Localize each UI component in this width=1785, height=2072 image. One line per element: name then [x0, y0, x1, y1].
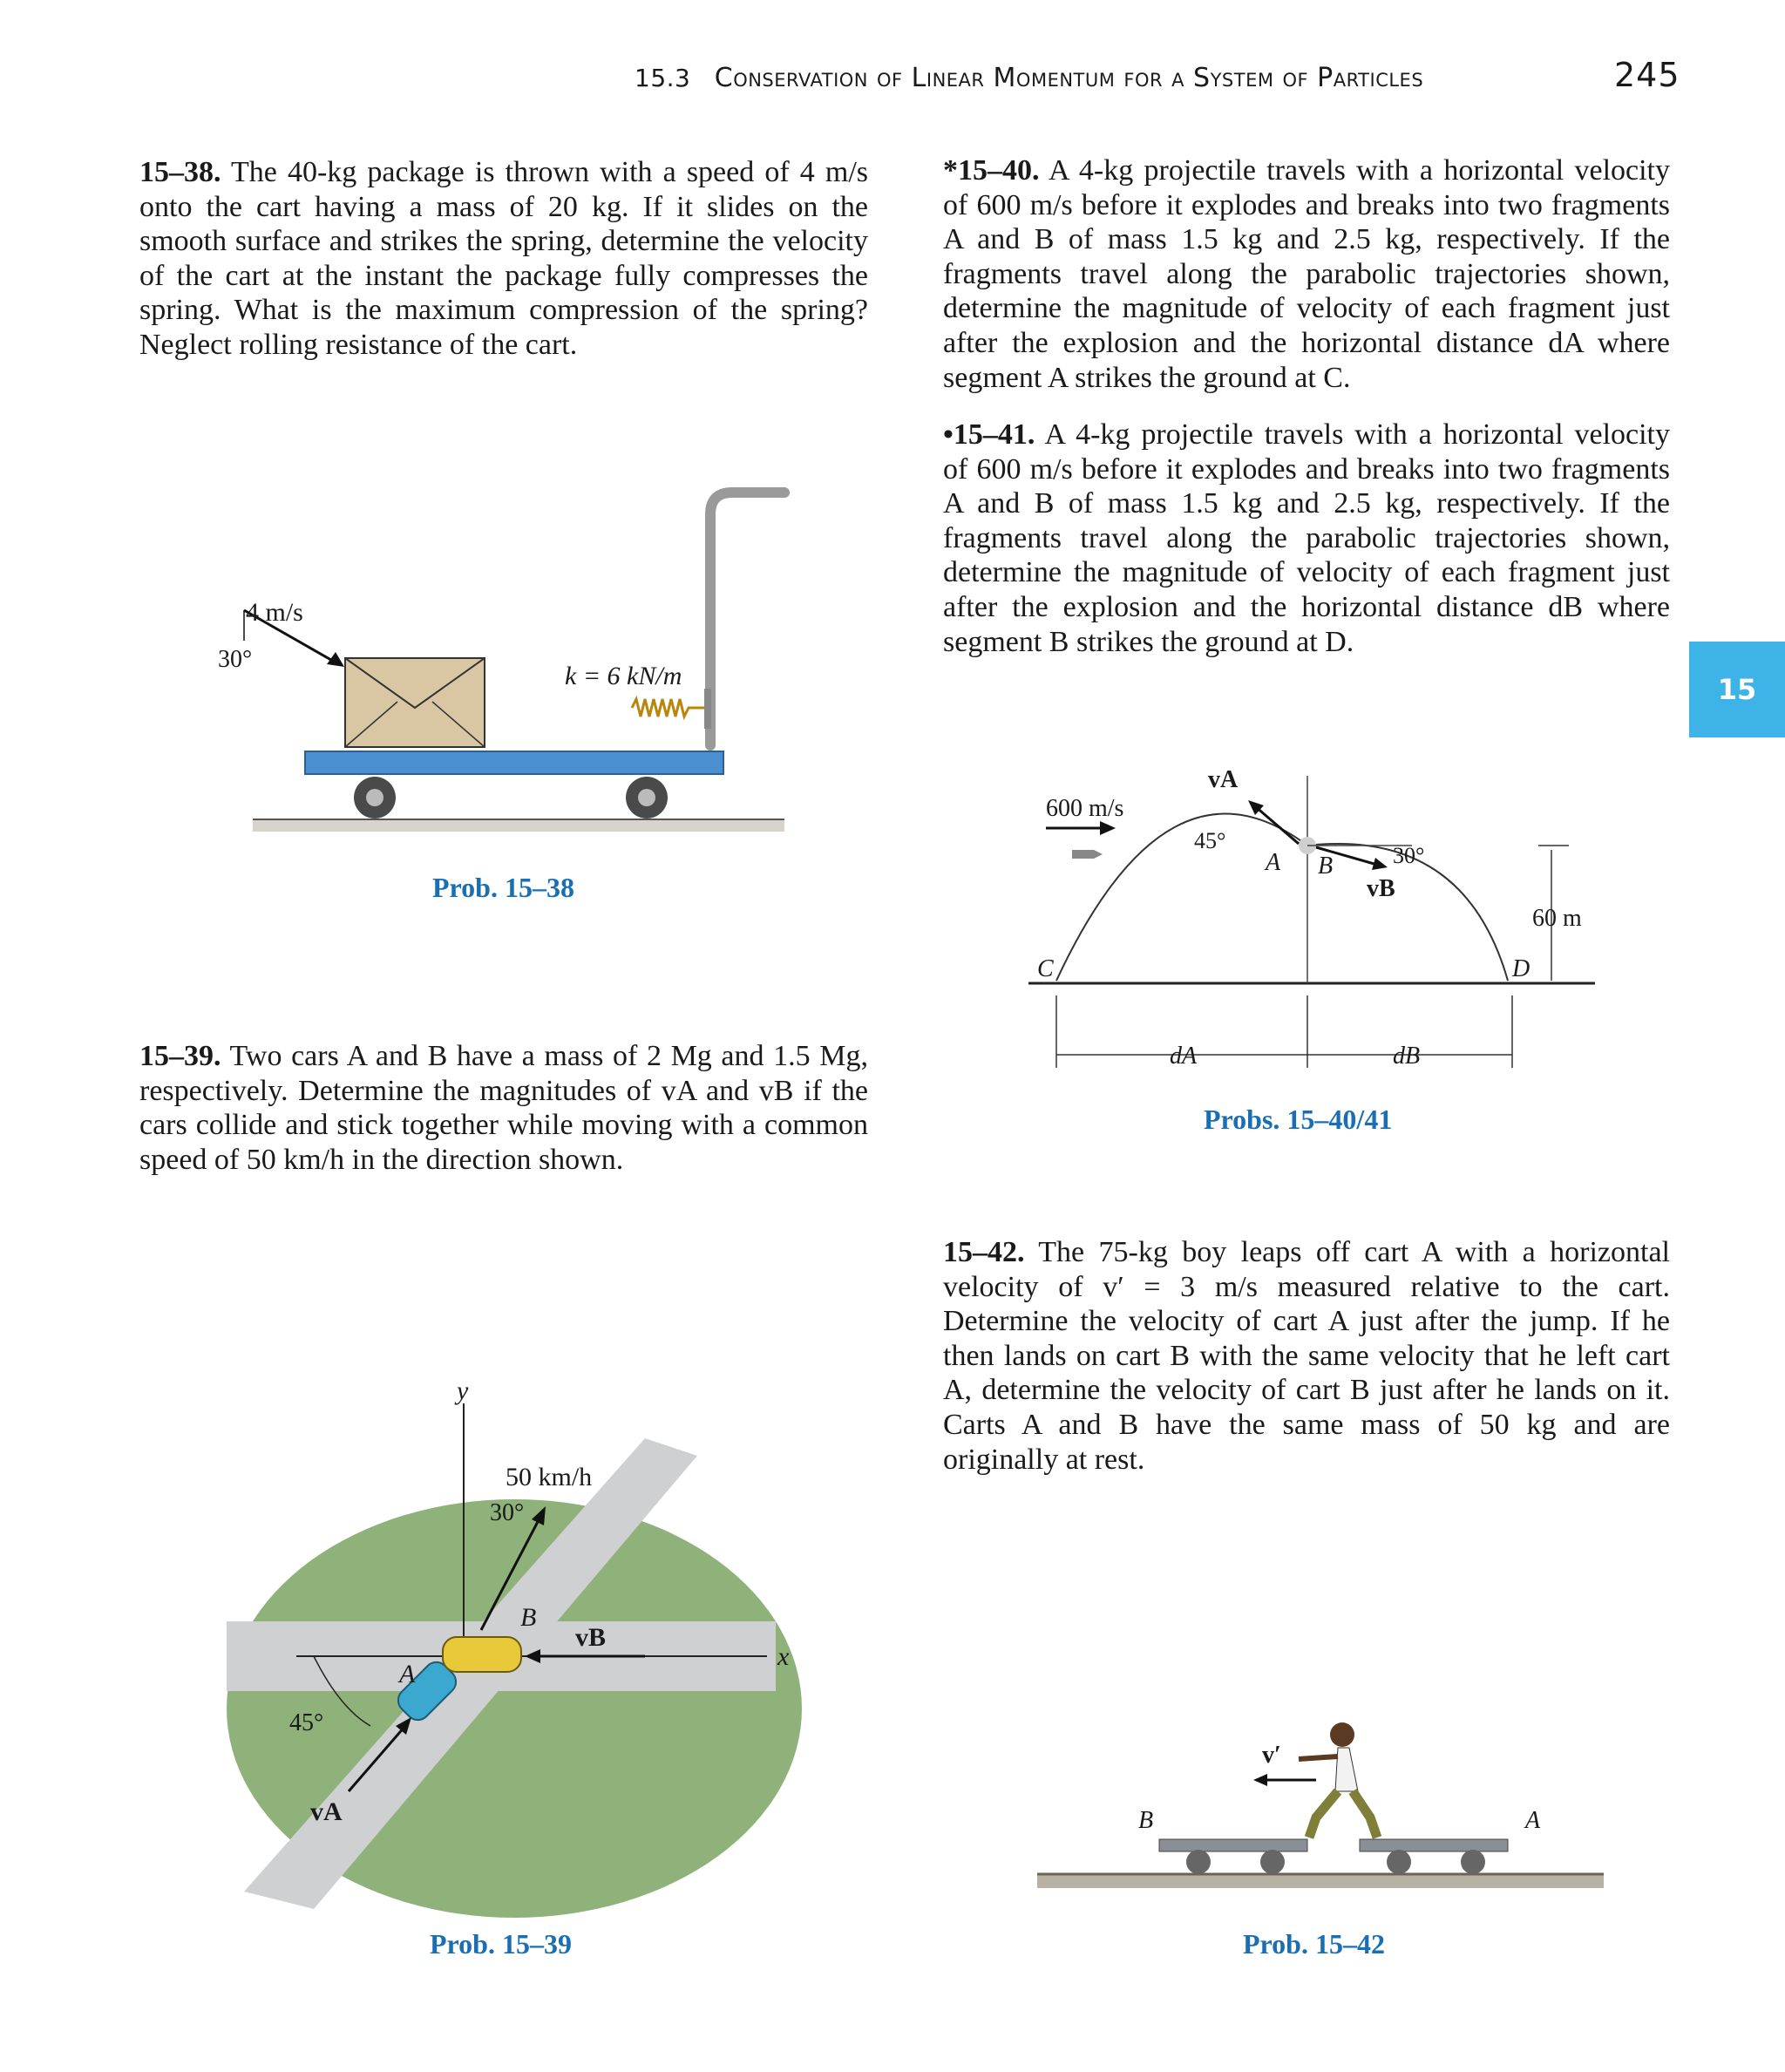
- cart-a-label: A: [1525, 1807, 1541, 1834]
- problem-number: •15–41.: [943, 418, 1035, 451]
- speed-label: 4 m/s: [246, 598, 303, 627]
- section-title: Conservation of Linear Momentum for a System of Particles: [714, 63, 1424, 93]
- va-label: vA: [1208, 766, 1239, 793]
- figure-15-39: [209, 1369, 837, 1909]
- ground: [253, 819, 784, 832]
- page-number: 245: [1614, 56, 1680, 94]
- angle-30-label: 30°: [1393, 843, 1425, 868]
- car-b: [443, 1637, 521, 1672]
- cart-handle: [710, 493, 784, 745]
- caption-15-39: Prob. 15–39: [430, 1928, 572, 1960]
- problem-text: Two cars A and B have a mass of 2 Mg and 1.5 Mg, respectively. Determine the magnitudes of vA and vB if the cars collide and stick together while moving with a common speed of 50 km/h in the direction shown.: [139, 1040, 868, 1176]
- wheel: [354, 777, 396, 819]
- cart-platform: [305, 751, 723, 774]
- fragment-b-label: B: [1318, 853, 1334, 880]
- va-arrow: [1248, 800, 1299, 844]
- problem-text: The 40-kg package is thrown with a speed of 4 m/s onto the cart having a mass of 20 kg. If it slides on the smooth surface and strikes the spring, determine the velocity of the cart at the instant the package fully compresses the spring. What is the maximum compression of the spring? Neglect rolling resistance of the cart.: [139, 156, 868, 361]
- vb-label: vB: [1367, 875, 1395, 902]
- spring-constant-label: k = 6 kN/m: [565, 662, 682, 690]
- db-label: dB: [1393, 1043, 1421, 1070]
- track: [1037, 1874, 1604, 1888]
- angle-label: 30°: [218, 646, 253, 673]
- angle-45-label: 45°: [289, 1709, 324, 1736]
- trajectory-a: [1056, 814, 1307, 981]
- car-b-label: B: [520, 1603, 537, 1632]
- problem-number: *15–40.: [943, 154, 1040, 187]
- va-label: vA: [310, 1797, 343, 1826]
- cart-b-label: B: [1138, 1807, 1154, 1834]
- caption-15-42: Prob. 15–42: [1243, 1928, 1385, 1960]
- incoming-velocity-arrow: [1046, 821, 1116, 835]
- figure-15-42: [1028, 1709, 1621, 1918]
- projectile: [1072, 850, 1103, 859]
- caption-15-38: Prob. 15–38: [432, 872, 574, 903]
- section-number: 15.3: [635, 64, 691, 92]
- spring: [632, 699, 704, 717]
- v-prime-arrow: [1253, 1774, 1316, 1786]
- cart-a: [1360, 1839, 1508, 1874]
- problem-15-41: [943, 418, 1670, 659]
- package: [345, 658, 485, 747]
- problem-text: A 4-kg projectile travels with a horizontal velocity of 600 m/s before it explodes and breaks into two fragments A and B of mass 1.5 kg and 2.5 kg, respectively. If the fragments travel along the parabolic trajectories shown, determine the magnitude of velocity of each fragment just after the explosion and the horizontal distance dA where segment A strikes the ground at C.: [943, 154, 1670, 394]
- v-prime-label: v′: [1262, 1742, 1281, 1769]
- problem-number: 15–39.: [139, 1040, 221, 1072]
- vb-label: vB: [575, 1623, 607, 1652]
- problem-text: A 4-kg projectile travels with a horizontal velocity of 600 m/s before it explodes and breaks into two fragments A and B of mass 1.5 kg and 2.5 kg, respectively. If the fragments travel along the parabolic trajectories shown, determine the magnitude of velocity of each fragment just after the explosion and the horizontal distance dB where segment B strikes the ground at D.: [943, 418, 1670, 658]
- problem-15-42: [943, 1235, 1670, 1477]
- chapter-tab: 15: [1689, 642, 1785, 737]
- problem-15-39: [139, 1039, 868, 1177]
- fragment-a-label: A: [1266, 849, 1281, 876]
- running-header: [635, 63, 1423, 93]
- angle-30-label: 30°: [490, 1499, 525, 1526]
- point-c-label: C: [1037, 955, 1054, 982]
- height-label: 60 m: [1532, 905, 1582, 932]
- point-d-label: D: [1512, 955, 1530, 982]
- speed-label: 600 m/s: [1046, 795, 1124, 822]
- problem-number: 15–38.: [139, 156, 221, 188]
- caption-15-40-41: Probs. 15–40/41: [1204, 1104, 1393, 1135]
- problem-number: 15–42.: [943, 1236, 1025, 1268]
- speed-label: 50 km/h: [506, 1463, 593, 1491]
- car-a-label: A: [399, 1660, 416, 1688]
- angle-45-label: 45°: [1194, 828, 1226, 853]
- problem-text: The 75-kg boy leaps off cart A with a horizontal velocity of v′ = 3 m/s measured relative to the cart. Determine the velocity of cart A just after the jump. If he then lands on cart B with the same velocity that he left cart A, determine the velocity of cart B just after he lands on it. Carts A and B have the same mass of 50 kg and are originally at rest.: [943, 1236, 1670, 1476]
- x-axis-label: x: [777, 1642, 790, 1671]
- figure-15-40: [1011, 767, 1621, 1081]
- wheel: [626, 777, 668, 819]
- y-axis-label: y: [457, 1376, 469, 1405]
- cart-b: [1159, 1839, 1307, 1874]
- da-label: dA: [1170, 1043, 1198, 1070]
- problem-15-38: [139, 155, 868, 363]
- problem-15-40: [943, 153, 1670, 395]
- figure-15-38: [200, 479, 811, 846]
